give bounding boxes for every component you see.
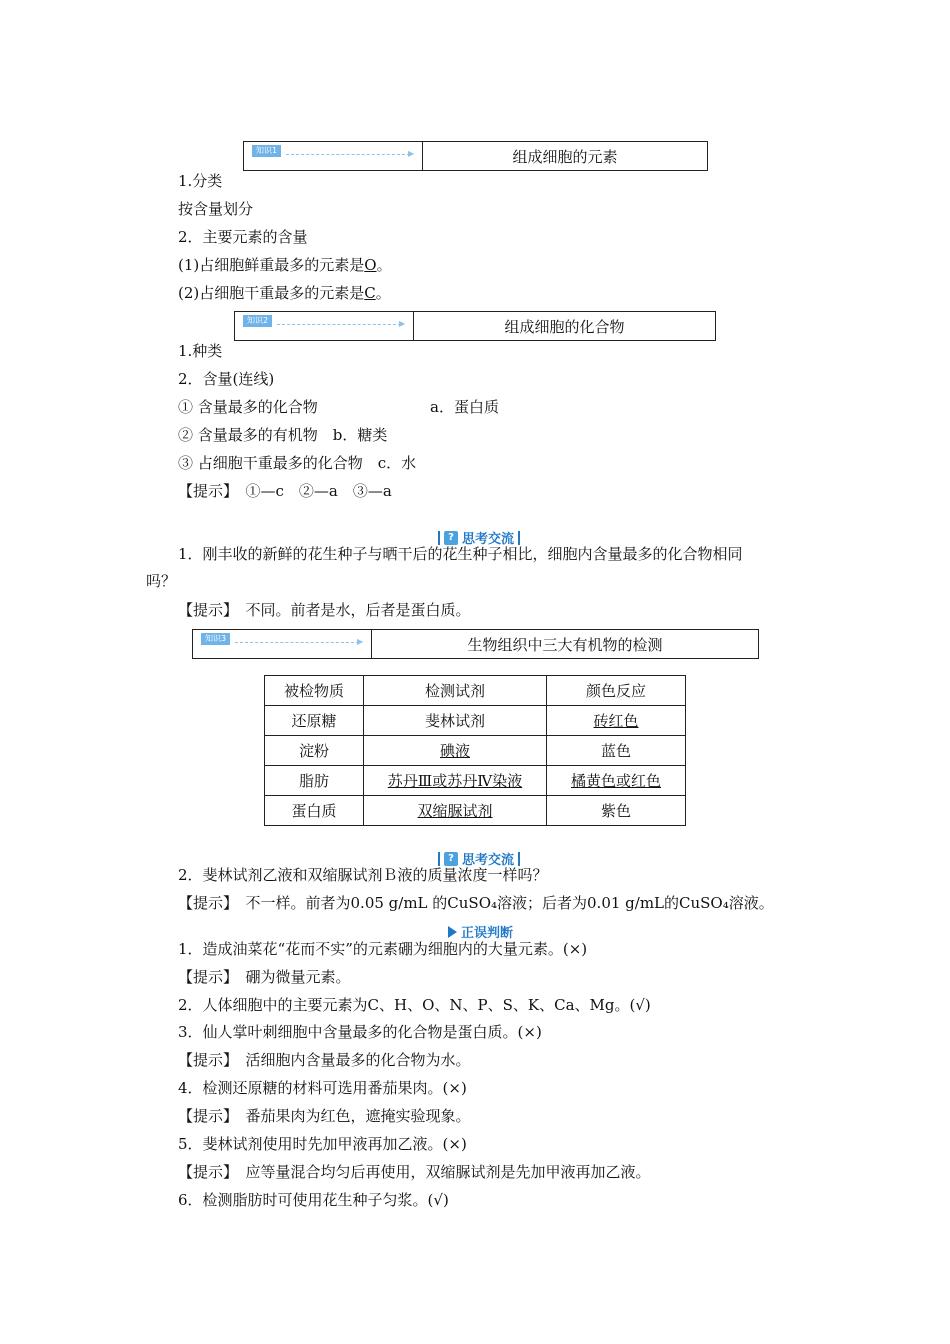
hint-line: 【提示】 硼为微量元素。 [178,968,351,986]
answer-blank: O [364,256,377,274]
section-tag: 知识3 [201,633,230,645]
bar-icon [518,531,520,545]
dashed-arrow-icon [277,324,401,325]
judge-line: 6．检测脂肪时可使用花生种子匀浆。(√) [178,1191,449,1209]
text-segment: 。 [375,284,391,302]
text-line: 2．含量(连线) [178,370,275,388]
table-cell: 蓝色 [547,736,686,766]
section-header-3 [192,629,759,659]
answer-blank: 碘液 [439,742,470,760]
section-title: 组成细胞的元素 [512,147,618,166]
arrowhead-icon: ▶ [408,149,415,158]
section-tag: 知识2 [243,315,272,327]
table-cell [547,706,686,736]
text-line: 2．主要元素的含量 [178,228,308,246]
banner-label: 思考交流 [462,853,515,868]
table-row [265,736,686,766]
hint-line: 【提示】 应等量混合均匀后再使用，双缩脲试剂是先加甲液再加乙液。 [178,1163,651,1181]
table-cell: 蛋白质 [265,796,364,826]
question-line: 2．斐林试剂乙液和双缩脲试剂Ｂ液的质量浓度一样吗？ [178,866,548,884]
table-row [265,796,686,826]
dashed-arrow-icon [235,642,359,643]
judge-line: 3．仙人掌叶刺细胞中含量最多的化合物是蛋白质。(×) [178,1023,542,1041]
arrowhead-icon: ▶ [357,637,364,646]
question-line: 1．刚丰收的新鲜的花生种子与晒干后的花生种子相比，细胞内含量最多的化合物相同 [178,545,743,563]
text-segment: (1)占细胞鲜重最多的元素是 [178,256,365,274]
text-line: 1.种类 [178,342,223,360]
judge-line: 4．检测还原糖的材料可选用番茄果肉。(×) [178,1079,467,1097]
answer-blank: C [364,284,376,302]
table-cell: 脂肪 [265,766,364,796]
dashed-arrow-icon [286,154,410,155]
section-tag-area [244,142,423,170]
table-header: 颜色反应 [547,676,686,706]
text-line [178,283,391,303]
arrowhead-icon: ▶ [399,319,406,328]
text-line: ③ 占细胞干重最多的化合物 c．水 [178,454,417,472]
section-title: 生物组织中三大有机物的检测 [467,635,663,654]
text-line: a．蛋白质 [430,398,499,416]
table-cell [547,766,686,796]
table-cell [364,736,547,766]
section-tag-area [235,312,414,340]
answer-blank: 双缩脲试剂 [417,802,493,820]
bar-icon [438,531,440,545]
text-line [178,255,392,275]
hint-line: 【提示】 不一样。前者为0.05 g/mL 的CuSO₄溶液；后者为0.01 g/mL的CuSO₄溶液。 [178,894,774,912]
text-line: 1.分类 [178,172,223,190]
table-cell: 还原糖 [265,706,364,736]
table-row [265,706,686,736]
hint-line: 【提示】 ①—c ②—a ③—a [178,482,392,500]
bar-icon [438,852,440,866]
detection-table [264,675,686,826]
text-segment: 。 [376,256,392,274]
table-cell [364,766,547,796]
hint-line: 【提示】 番茄果肉为红色，遮掩实验现象。 [178,1107,471,1125]
table-cell: 斐林试剂 [364,706,547,736]
question-icon: ? [444,852,458,866]
play-icon [448,926,457,938]
banner-label: 思考交流 [462,532,515,547]
banner-label: 正误判断 [461,926,514,941]
text-segment: (2)占细胞干重最多的元素是 [178,284,365,302]
section-tag: 知识1 [252,145,281,157]
table-header-row [265,676,686,706]
hint-line: 【提示】 不同。前者是水，后者是蛋白质。 [178,601,471,619]
text-line: ② 含量最多的有机物 b．糖类 [178,426,388,444]
table-cell: 紫色 [547,796,686,826]
judge-line: 1．造成油菜花“花而不实”的元素硼为细胞内的大量元素。(×) [178,940,588,958]
section-tag-area [193,630,372,658]
text-line: ① 含量最多的化合物 [178,398,318,416]
table-row [265,766,686,796]
judge-line: 2．人体细胞中的主要元素为C、H、O、N、P、S、K、Ca、Mg。(√) [178,996,651,1014]
answer-blank: 砖红色 [593,712,639,730]
question-line: 吗？ [146,572,177,590]
question-icon: ? [444,531,458,545]
section-header-1 [243,141,708,171]
bar-icon [518,852,520,866]
hint-line: 【提示】 活细胞内含量最多的化合物为水。 [178,1051,471,1069]
answer-blank: 橘黄色或红色 [570,772,661,790]
section-header-2 [234,311,716,341]
table-header: 检测试剂 [364,676,547,706]
table-cell: 淀粉 [265,736,364,766]
judge-line: 5．斐林试剂使用时先加甲液再加乙液。(×) [178,1135,467,1153]
table-cell [364,796,547,826]
text-line: 按含量划分 [178,200,254,218]
answer-blank: 苏丹Ⅲ或苏丹Ⅳ染液 [387,772,523,790]
table-header: 被检物质 [265,676,364,706]
section-title: 组成细胞的化合物 [504,317,625,336]
